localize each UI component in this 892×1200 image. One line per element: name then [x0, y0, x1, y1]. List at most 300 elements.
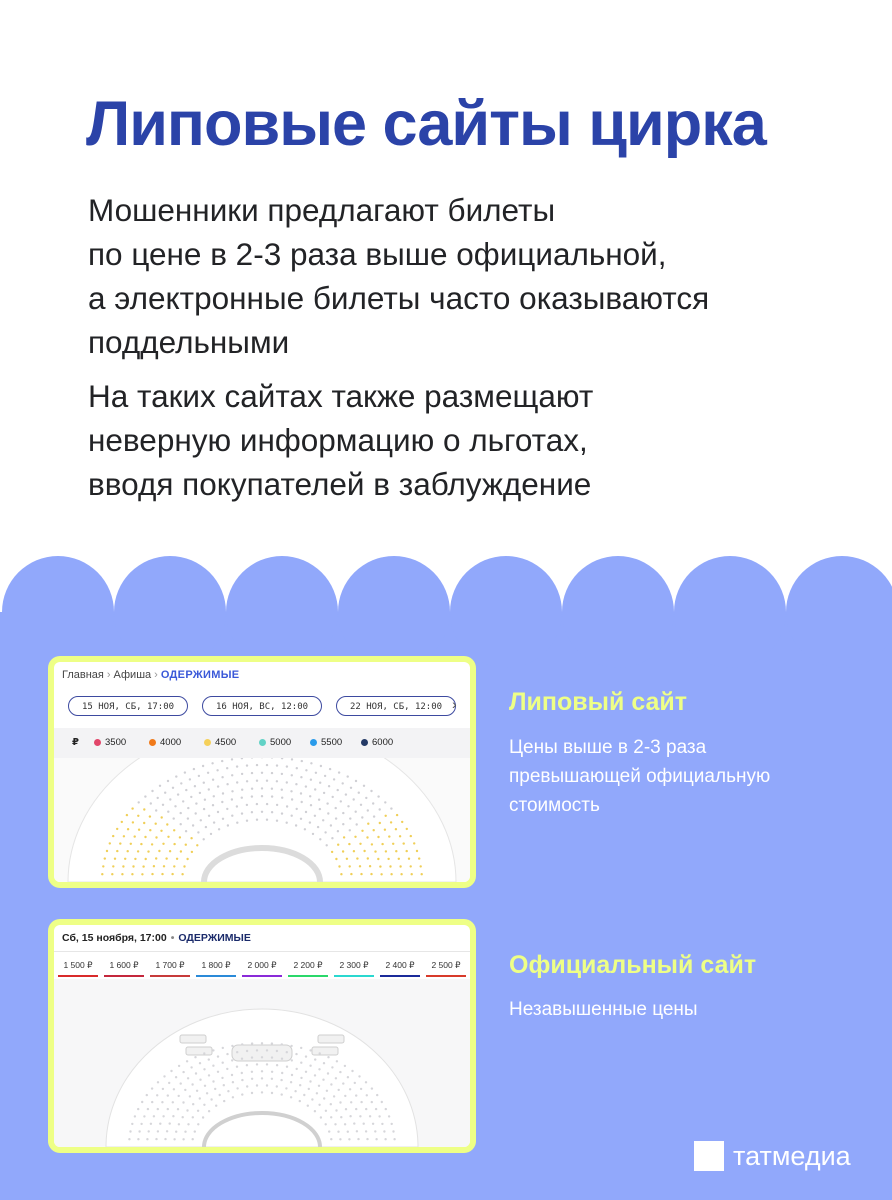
seat[interactable] — [178, 1123, 180, 1125]
seat[interactable] — [194, 1056, 196, 1058]
seat[interactable] — [365, 1130, 367, 1132]
seat[interactable] — [203, 1068, 205, 1070]
seat[interactable] — [204, 799, 206, 801]
seat[interactable] — [256, 1049, 258, 1051]
seat[interactable] — [162, 843, 164, 845]
seat[interactable] — [223, 1100, 225, 1102]
seat[interactable] — [196, 1090, 198, 1092]
seat[interactable] — [168, 1082, 170, 1084]
seat[interactable] — [344, 1095, 346, 1097]
seat[interactable] — [182, 1138, 184, 1140]
seat[interactable] — [343, 836, 345, 838]
seat[interactable] — [327, 1072, 329, 1074]
seat[interactable] — [303, 1094, 305, 1096]
seat[interactable] — [418, 857, 420, 859]
seat[interactable] — [149, 815, 151, 817]
seat[interactable] — [373, 815, 375, 817]
seat[interactable] — [355, 780, 357, 782]
seat[interactable] — [317, 826, 319, 828]
seat[interactable] — [371, 1101, 373, 1103]
seat[interactable] — [388, 1115, 390, 1117]
seat[interactable] — [241, 1079, 243, 1081]
seat[interactable] — [366, 1138, 368, 1140]
seat[interactable] — [290, 1045, 292, 1047]
seat[interactable] — [205, 826, 207, 828]
seat[interactable] — [122, 865, 124, 867]
seat[interactable] — [360, 873, 362, 875]
price-tab[interactable] — [196, 960, 236, 977]
seat[interactable] — [166, 1130, 168, 1132]
seat[interactable] — [128, 1138, 130, 1140]
seat[interactable] — [290, 1081, 292, 1083]
seat[interactable] — [373, 829, 375, 831]
seat[interactable] — [195, 812, 197, 814]
price-legend-item[interactable] — [361, 737, 393, 748]
seat[interactable] — [206, 1092, 208, 1094]
seat[interactable] — [390, 821, 392, 823]
seat[interactable] — [266, 1049, 268, 1051]
seat[interactable] — [174, 805, 176, 807]
seat[interactable] — [173, 1138, 175, 1140]
seat[interactable] — [217, 811, 219, 813]
seat[interactable] — [323, 1097, 325, 1099]
seat[interactable] — [164, 792, 166, 794]
seat[interactable] — [194, 785, 196, 787]
seat[interactable] — [236, 781, 238, 783]
seat[interactable] — [372, 1123, 374, 1125]
seat[interactable] — [365, 797, 367, 799]
seat[interactable] — [360, 1088, 362, 1090]
seat[interactable] — [370, 873, 372, 875]
seat[interactable] — [246, 1050, 248, 1052]
seat[interactable] — [126, 814, 128, 816]
seat[interactable] — [246, 780, 248, 782]
seat[interactable] — [131, 1123, 133, 1125]
seat[interactable] — [153, 865, 155, 867]
seat[interactable] — [319, 808, 321, 810]
seat[interactable] — [358, 1075, 360, 1077]
seat[interactable] — [324, 775, 326, 777]
seat[interactable] — [330, 1138, 332, 1140]
seat[interactable] — [309, 821, 311, 823]
seat[interactable] — [379, 865, 381, 867]
seat[interactable] — [377, 858, 379, 860]
seat[interactable] — [346, 858, 348, 860]
seating-map[interactable] — [54, 758, 470, 882]
seat[interactable] — [219, 1094, 221, 1096]
seat[interactable] — [337, 844, 339, 846]
seat[interactable] — [184, 1089, 186, 1091]
seat[interactable] — [266, 819, 268, 821]
seat[interactable] — [155, 857, 157, 859]
seat[interactable] — [208, 1074, 210, 1076]
seat[interactable] — [271, 788, 273, 790]
seat[interactable] — [347, 1131, 349, 1133]
seat[interactable] — [236, 1066, 238, 1068]
seat[interactable] — [286, 765, 288, 767]
seat[interactable] — [195, 1072, 197, 1074]
seat[interactable] — [361, 816, 363, 818]
seat[interactable] — [360, 804, 362, 806]
seat[interactable] — [231, 790, 233, 792]
seat[interactable] — [281, 812, 283, 814]
seat[interactable] — [330, 1116, 332, 1118]
seat[interactable] — [305, 769, 307, 771]
seat[interactable] — [177, 1108, 179, 1110]
seat[interactable] — [212, 1080, 214, 1082]
seat[interactable] — [251, 1056, 253, 1058]
seat[interactable] — [131, 807, 133, 809]
seat[interactable] — [151, 790, 153, 792]
seat[interactable] — [186, 858, 188, 860]
seat[interactable] — [157, 1081, 159, 1083]
seat[interactable] — [187, 1123, 189, 1125]
seat[interactable] — [347, 775, 349, 777]
seat[interactable] — [160, 830, 162, 832]
seat[interactable] — [167, 780, 169, 782]
seat[interactable] — [318, 799, 320, 801]
seat[interactable] — [310, 804, 312, 806]
seat[interactable] — [208, 815, 210, 817]
seat[interactable] — [180, 823, 182, 825]
seat[interactable] — [231, 1059, 233, 1061]
seat[interactable] — [328, 1130, 330, 1132]
seat[interactable] — [411, 873, 413, 875]
seat[interactable] — [365, 1108, 367, 1110]
seat[interactable] — [147, 850, 149, 852]
seat[interactable] — [192, 1138, 194, 1140]
seat[interactable] — [401, 821, 403, 823]
seat[interactable] — [335, 817, 337, 819]
seat[interactable] — [199, 1062, 201, 1064]
seat[interactable] — [296, 1068, 298, 1070]
seat[interactable] — [315, 772, 317, 774]
seat[interactable] — [310, 779, 312, 781]
seat[interactable] — [387, 858, 389, 860]
seat[interactable] — [198, 775, 200, 777]
price-tab[interactable] — [104, 960, 144, 977]
seat[interactable] — [141, 1101, 143, 1103]
seat[interactable] — [208, 1058, 210, 1060]
seat[interactable] — [271, 795, 273, 797]
seat[interactable] — [169, 1122, 171, 1124]
seat[interactable] — [127, 850, 129, 852]
seat[interactable] — [366, 836, 368, 838]
seat[interactable] — [169, 798, 171, 800]
seat[interactable] — [175, 775, 177, 777]
seat[interactable] — [358, 792, 360, 794]
seat[interactable] — [140, 1123, 142, 1125]
seat[interactable] — [137, 850, 139, 852]
seat[interactable] — [299, 1084, 301, 1086]
seat[interactable] — [369, 1115, 371, 1117]
seat[interactable] — [129, 1130, 131, 1132]
seat[interactable] — [140, 843, 142, 845]
seat[interactable] — [359, 865, 361, 867]
seat[interactable] — [175, 1131, 177, 1133]
seat[interactable] — [285, 1087, 287, 1089]
seat[interactable] — [161, 1101, 163, 1103]
seat[interactable] — [261, 1042, 263, 1044]
seat[interactable] — [121, 821, 123, 823]
seat[interactable] — [413, 842, 415, 844]
seat[interactable] — [199, 792, 201, 794]
seat[interactable] — [395, 850, 397, 852]
seat[interactable] — [276, 1064, 278, 1066]
seat[interactable] — [365, 1081, 367, 1083]
seat[interactable] — [226, 783, 228, 785]
seat[interactable] — [281, 1072, 283, 1074]
seat[interactable] — [276, 1050, 278, 1052]
seat[interactable] — [329, 768, 331, 770]
seat[interactable] — [305, 1071, 307, 1073]
seat[interactable] — [323, 792, 325, 794]
seat[interactable] — [143, 822, 145, 824]
seat[interactable] — [147, 1108, 149, 1110]
seat[interactable] — [181, 873, 183, 875]
seat[interactable] — [184, 1131, 186, 1133]
seat[interactable] — [203, 838, 205, 840]
seat[interactable] — [314, 815, 316, 817]
seat[interactable] — [256, 819, 258, 821]
seat[interactable] — [111, 873, 113, 875]
seat[interactable] — [215, 1105, 217, 1107]
seat[interactable] — [231, 1074, 233, 1076]
seat[interactable] — [314, 1074, 316, 1076]
seat[interactable] — [251, 811, 253, 813]
seat[interactable] — [291, 758, 293, 760]
seat[interactable] — [169, 850, 171, 852]
seat[interactable] — [182, 1071, 184, 1073]
seat[interactable] — [226, 767, 228, 769]
seat[interactable] — [301, 760, 303, 762]
seat[interactable] — [286, 822, 288, 824]
seat[interactable] — [226, 808, 228, 810]
seat[interactable] — [363, 850, 365, 852]
seat[interactable] — [299, 1100, 301, 1102]
seat[interactable] — [286, 1051, 288, 1053]
seat[interactable] — [328, 785, 330, 787]
seat[interactable] — [337, 1131, 339, 1133]
seat[interactable] — [170, 1070, 172, 1072]
seat[interactable] — [369, 865, 371, 867]
seat[interactable] — [406, 850, 408, 852]
seat[interactable] — [112, 865, 114, 867]
seat[interactable] — [261, 1077, 263, 1079]
seat[interactable] — [271, 1056, 273, 1058]
seat[interactable] — [241, 797, 243, 799]
seat[interactable] — [370, 790, 372, 792]
seat[interactable] — [145, 858, 147, 860]
seat[interactable] — [381, 1123, 383, 1125]
seat[interactable] — [137, 815, 139, 817]
seat[interactable] — [338, 865, 340, 867]
seat[interactable] — [305, 785, 307, 787]
seat[interactable] — [166, 823, 168, 825]
seat[interactable] — [203, 782, 205, 784]
seat[interactable] — [291, 1074, 293, 1076]
seat[interactable] — [344, 1123, 346, 1125]
seat[interactable] — [324, 831, 326, 833]
seat[interactable] — [291, 774, 293, 776]
seating-map[interactable] — [54, 979, 470, 1147]
seat[interactable] — [340, 1116, 342, 1118]
seat[interactable] — [335, 858, 337, 860]
seat[interactable] — [381, 843, 383, 845]
seat[interactable] — [349, 865, 351, 867]
seat[interactable] — [241, 1043, 243, 1045]
seat[interactable] — [236, 805, 238, 807]
seat[interactable] — [335, 1109, 337, 1111]
seat[interactable] — [276, 820, 278, 822]
seat[interactable] — [271, 1071, 273, 1073]
seat[interactable] — [216, 769, 218, 771]
seat[interactable] — [172, 1101, 174, 1103]
seat[interactable] — [349, 1115, 351, 1117]
breadcrumb-home[interactable]: Главная — [62, 669, 104, 681]
seat[interactable] — [316, 1092, 318, 1094]
seat[interactable] — [157, 797, 159, 799]
seat[interactable] — [134, 858, 136, 860]
seat[interactable] — [180, 850, 182, 852]
seat[interactable] — [173, 843, 175, 845]
seat[interactable] — [271, 1092, 273, 1094]
seat[interactable] — [333, 1095, 335, 1097]
seat[interactable] — [295, 1053, 297, 1055]
seat[interactable] — [281, 773, 283, 775]
seat[interactable] — [372, 802, 374, 804]
seat[interactable] — [256, 1063, 258, 1065]
seat[interactable] — [148, 1130, 150, 1132]
seat[interactable] — [207, 772, 209, 774]
seat[interactable] — [191, 1083, 193, 1085]
seat[interactable] — [162, 804, 164, 806]
seat[interactable] — [171, 873, 173, 875]
price-tab[interactable] — [380, 960, 420, 977]
price-tab[interactable] — [288, 960, 328, 977]
seat[interactable] — [348, 843, 350, 845]
seat[interactable] — [236, 765, 238, 767]
seat[interactable] — [318, 1104, 320, 1106]
seat[interactable] — [178, 1065, 180, 1067]
seat[interactable] — [231, 758, 233, 760]
seat[interactable] — [157, 1130, 159, 1132]
seat[interactable] — [305, 1055, 307, 1057]
seat[interactable] — [318, 1085, 320, 1087]
seat[interactable] — [185, 844, 187, 846]
seat[interactable] — [355, 1108, 357, 1110]
seat[interactable] — [314, 1110, 316, 1112]
seat[interactable] — [213, 821, 215, 823]
seat[interactable] — [390, 807, 392, 809]
seat[interactable] — [134, 835, 136, 837]
seat[interactable] — [296, 767, 298, 769]
seat[interactable] — [208, 1110, 210, 1112]
seat[interactable] — [232, 1081, 234, 1083]
seat[interactable] — [350, 1101, 352, 1103]
seat[interactable] — [330, 824, 332, 826]
price-legend-item[interactable] — [94, 737, 126, 748]
seat[interactable] — [322, 1079, 324, 1081]
seat[interactable] — [123, 835, 125, 837]
seat[interactable] — [221, 776, 223, 778]
seat[interactable] — [375, 1138, 377, 1140]
seat[interactable] — [165, 857, 167, 859]
seat[interactable] — [276, 780, 278, 782]
seat[interactable] — [144, 795, 146, 797]
seat[interactable] — [190, 1066, 192, 1068]
seat[interactable] — [218, 828, 220, 830]
seat[interactable] — [212, 804, 214, 806]
seat[interactable] — [337, 830, 339, 832]
seat[interactable] — [167, 1108, 169, 1110]
seat[interactable] — [385, 815, 387, 817]
seat[interactable] — [158, 850, 160, 852]
seat[interactable] — [354, 836, 356, 838]
seat[interactable] — [379, 822, 381, 824]
seat[interactable] — [380, 873, 382, 875]
seat[interactable] — [276, 804, 278, 806]
seat[interactable] — [359, 1115, 361, 1117]
seat[interactable] — [200, 819, 202, 821]
seat[interactable] — [182, 1101, 184, 1103]
seat[interactable] — [347, 805, 349, 807]
seat[interactable] — [142, 865, 144, 867]
seat[interactable] — [231, 798, 233, 800]
seat[interactable] — [311, 1098, 313, 1100]
seat[interactable] — [222, 1062, 224, 1064]
seat[interactable] — [231, 1045, 233, 1047]
seat[interactable] — [173, 1088, 175, 1090]
seat[interactable] — [420, 865, 422, 867]
seat[interactable] — [276, 764, 278, 766]
seat[interactable] — [331, 1066, 333, 1068]
seat[interactable] — [137, 1138, 139, 1140]
seat[interactable] — [261, 1091, 263, 1093]
seat[interactable] — [199, 1097, 201, 1099]
seat[interactable] — [231, 815, 233, 817]
seat[interactable] — [137, 1108, 139, 1110]
seat[interactable] — [355, 1094, 357, 1096]
seat[interactable] — [173, 865, 175, 867]
seat[interactable] — [392, 1130, 394, 1132]
seat[interactable] — [232, 1096, 234, 1098]
seat[interactable] — [389, 865, 391, 867]
seat[interactable] — [385, 850, 387, 852]
price-legend-item[interactable] — [204, 737, 236, 748]
seat[interactable] — [212, 1065, 214, 1067]
seat[interactable] — [340, 873, 342, 875]
seat[interactable] — [357, 1138, 359, 1140]
seat[interactable] — [212, 779, 214, 781]
seat[interactable] — [330, 1083, 332, 1085]
seat[interactable] — [399, 835, 401, 837]
seat[interactable] — [194, 1130, 196, 1132]
seat[interactable] — [190, 837, 192, 839]
price-legend-item[interactable] — [149, 737, 181, 748]
seat[interactable] — [281, 789, 283, 791]
seat[interactable] — [367, 823, 369, 825]
seat[interactable] — [314, 1058, 316, 1060]
seat[interactable] — [377, 836, 379, 838]
seat[interactable] — [271, 1078, 273, 1080]
seat[interactable] — [320, 765, 322, 767]
seat[interactable] — [295, 783, 297, 785]
seat[interactable] — [271, 1042, 273, 1044]
seat[interactable] — [304, 828, 306, 830]
seat[interactable] — [339, 1101, 341, 1103]
seat[interactable] — [266, 1063, 268, 1065]
